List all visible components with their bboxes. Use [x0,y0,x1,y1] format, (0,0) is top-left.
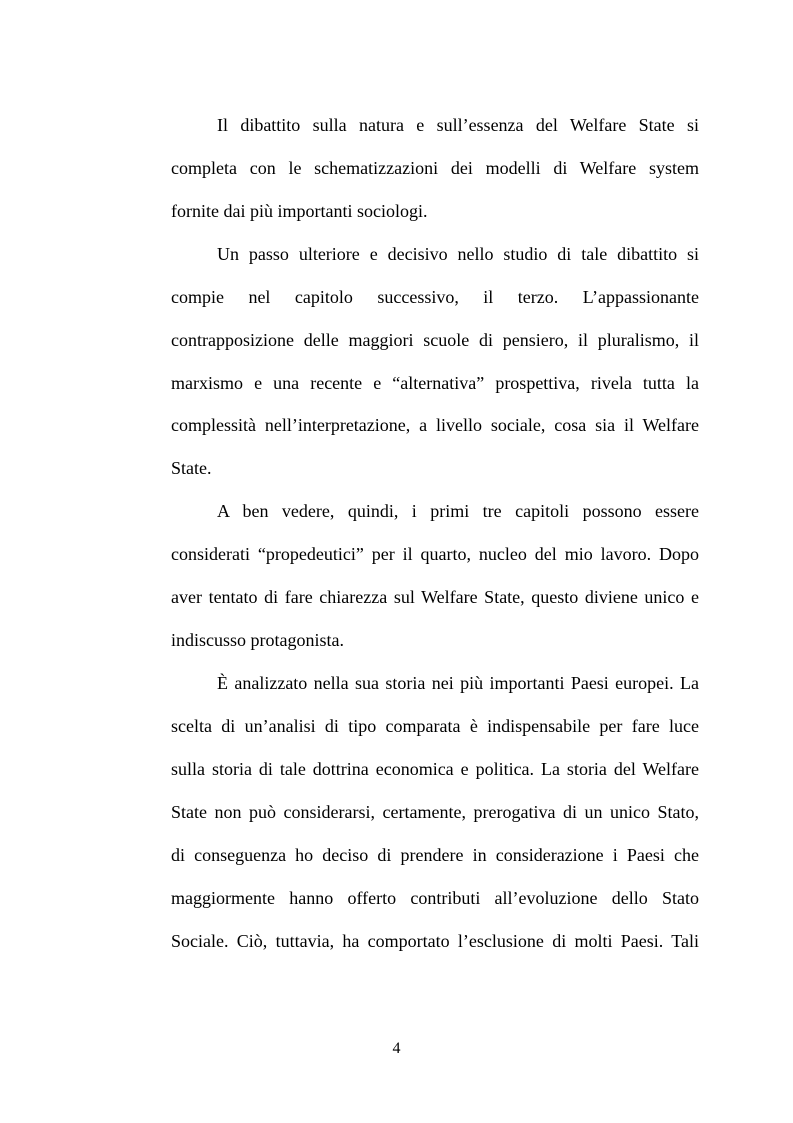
text-line: Un passo ulteriore e decisivo nello studio di tale dibattito si [217,244,699,264]
text-line: marxismo e una recente e “alternativa” prospettiva, rivela tutta la [171,373,699,393]
text-line: maggiormente hanno offerto contributi all’evoluzione dello Stato [171,888,699,908]
text-line: completa con le schematizzazioni dei modelli di Welfare system [171,158,699,178]
text-line: scelta di un’analisi di tipo comparata è indispensabile per fare luce [171,716,699,736]
text-line: compie nel capitolo successivo, il terzo. L’appassionante [171,287,699,307]
text-line: State non può considerarsi, certamente, prerogativa di un unico Stato, [171,802,699,822]
text-line: indiscusso protagonista. [171,630,344,650]
text-line: considerati “propedeutici” per il quarto, nucleo del mio lavoro. Dopo [171,544,699,564]
text-line: sulla storia di tale dottrina economica e politica. La storia del Welfare [171,759,699,779]
text-line: complessità nell’interpretazione, a livello sociale, cosa sia il Welfare [171,415,699,435]
text-line: di conseguenza ho deciso di prendere in considerazione i Paesi che [171,845,699,865]
text-line: aver tentato di fare chiarezza sul Welfare State, questo diviene unico e [171,587,699,607]
page-number: 4 [392,1040,401,1057]
text-line: contrapposizione delle maggiori scuole di pensiero, il pluralismo, il [171,330,699,350]
text-line: Il dibattito sulla natura e sull’essenza del Welfare State si [217,115,699,135]
text-line: Sociale. Ciò, tuttavia, ha comportato l’esclusione di molti Paesi. Tali [171,931,699,951]
text-line: fornite dai più importanti sociologi. [171,201,428,221]
text-line: A ben vedere, quindi, i primi tre capitoli possono essere [217,501,699,521]
text-line: È analizzato nella sua storia nei più importanti Paesi europei. La [217,673,699,693]
text-line: State. [171,458,212,478]
